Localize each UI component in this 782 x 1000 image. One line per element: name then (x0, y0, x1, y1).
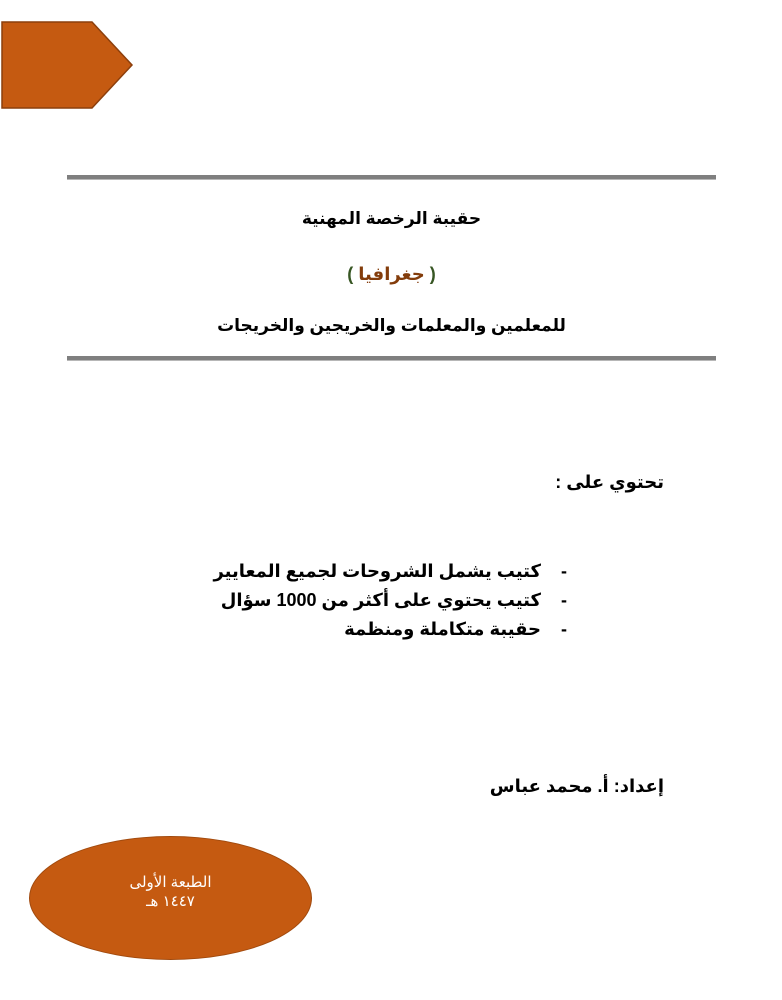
bottom-divider (67, 356, 716, 361)
edition-label (29, 873, 312, 911)
list-bullet: - (561, 561, 567, 581)
pentagon-arrow-shape (0, 20, 134, 110)
list-item-text: كتيب يشمل الشروحات لجميع المعايير (213, 561, 541, 581)
edition-name: الطبعة الأولى (129, 874, 212, 891)
contents-heading: تحتوي على : (555, 472, 664, 492)
list-item (213, 615, 567, 644)
subject-name: جغرافيا (358, 264, 425, 284)
top-divider (67, 175, 716, 180)
contents-list (213, 557, 567, 644)
edition-year: ١٤٤٧ هـ (146, 893, 195, 910)
list-bullet: - (561, 619, 567, 639)
list-item-text: حقيبة متكاملة ومنظمة (344, 619, 541, 639)
list-bullet: - (561, 590, 567, 610)
list-item (213, 557, 567, 586)
subject-line (67, 264, 716, 285)
package-title: حقيبة الرخصة المهنية (301, 209, 482, 228)
audience-line: للمعلمين والمعلمات والخريجين والخريجات (217, 316, 566, 335)
list-item-text: كتيب يحتوي على أكثر من 1000 سؤال (220, 590, 541, 610)
subject-paren-close: ) (347, 264, 359, 284)
list-item (213, 586, 567, 615)
subject-paren-open: ( (424, 264, 436, 284)
author-credit: إعداد: أ. محمد عباس (489, 776, 664, 796)
